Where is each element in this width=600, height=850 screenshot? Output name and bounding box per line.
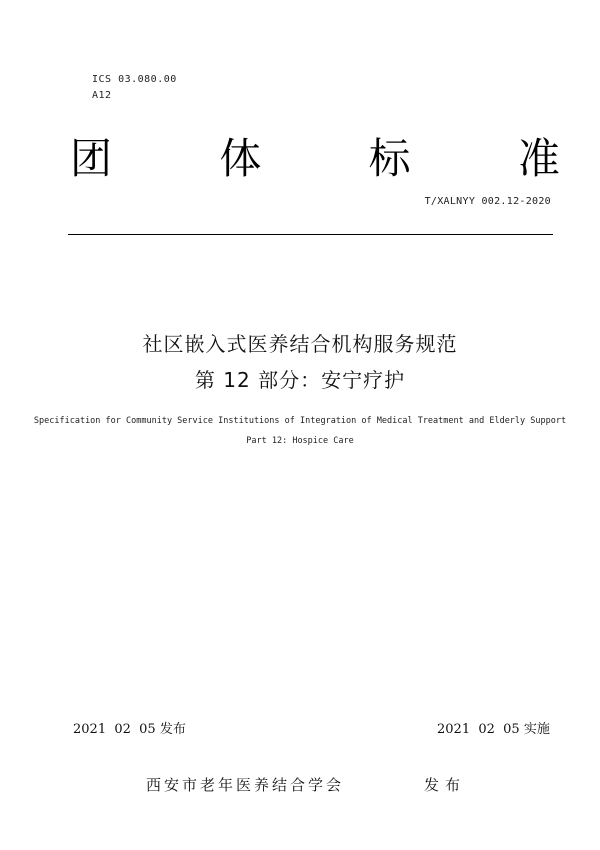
chinese-title-line-2: 第 12 部分：安宁疗护 <box>194 368 406 392</box>
header-divider <box>68 234 553 235</box>
publish-date: 2021 02 05 发布 <box>73 722 186 737</box>
chinese-title-line-1: 社区嵌入式医养结合机构服务规范 <box>142 332 458 356</box>
publisher-name: 西安市老年医养结合学会 <box>146 776 345 794</box>
ics-code: ICS 03.080.00 <box>92 74 177 85</box>
standard-number: T/XALNYY 002.12-2020 <box>424 196 551 207</box>
doc-type-char: 准 <box>517 134 560 183</box>
document-type-title <box>70 134 560 184</box>
publisher-suffix: 发布 <box>424 776 467 794</box>
doc-type-char: 体 <box>219 134 262 183</box>
ccs-code: A12 <box>92 90 112 101</box>
english-title-line-2: Part 12: Hospice Care <box>246 436 354 446</box>
doc-type-char: 标 <box>368 134 411 183</box>
implement-date: 2021 02 05 实施 <box>437 722 550 737</box>
english-title-line-1: Specification for Community Service Institutions of Integration of Medical Treatment and Elderly Support <box>33 416 567 426</box>
doc-type-char: 团 <box>70 134 113 183</box>
